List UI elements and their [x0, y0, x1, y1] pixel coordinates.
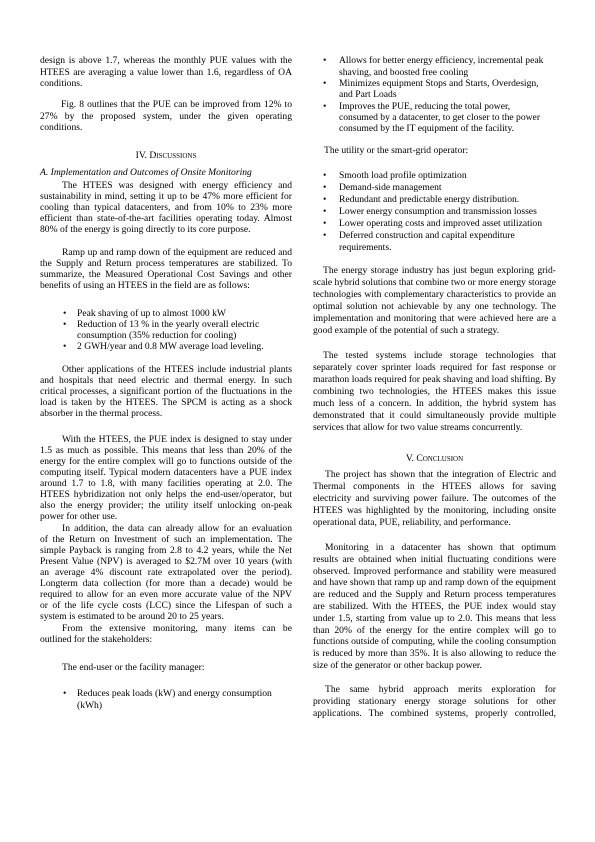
text-line: The same hybrid approach merits exploration for [325, 684, 556, 695]
bullet-icon: • [63, 340, 67, 352]
paragraph [40, 364, 292, 419]
section-heading: V. Conclusion [405, 453, 464, 464]
text-line: marathon loads required for peak shaving and load shifting. By [313, 374, 556, 385]
text-line: summarize, the Measured Operational Cost Savings and other [40, 268, 292, 280]
bullet-icon: • [323, 218, 327, 229]
text-line: is reduced by more than 35%. It is also allowing to reduce the [313, 648, 556, 660]
text-line: functions outside of computing, while the cooling consumption [313, 636, 556, 648]
text-line: benefits of using an HTEES in the field are as follows: [40, 279, 250, 291]
list-item-text: requirements. [339, 242, 392, 253]
text-line: good example of the potential of such a strategy. [313, 325, 500, 336]
text-line: HTEES was highlighted by the monitoring, including onsite [313, 505, 556, 516]
list-item-text: Peak shaving of up to almost 1000 kW [77, 307, 226, 319]
bullet-icon: • [323, 182, 327, 193]
text-line: demonstrated that it could simultaneously provide multiple [313, 410, 556, 421]
bullet-list [313, 170, 556, 254]
list-item-text: Minimizes equipment Stops and Starts, Overdesign, [339, 78, 539, 89]
bullet-icon: • [63, 318, 67, 330]
list-item-text: and Part Loads [339, 89, 397, 101]
text-line: applications. The combined systems, properly controlled, [313, 708, 556, 719]
text-line: From the extensive monitoring, many items can be [62, 622, 292, 634]
text-line: of the Return on Investment of such an implementation. The [40, 533, 292, 545]
bullet-icon: • [323, 170, 327, 181]
list-item-text: Lower energy consumption and transmission losses [339, 206, 537, 217]
text-line: separately cover sprinter loads required for fast response or [313, 362, 556, 373]
text-line: Longterm data collection (for more than a decade) would be [40, 577, 292, 589]
paragraph [40, 662, 292, 673]
text-line: electricity and surviving power failure. The outcomes of the [313, 493, 556, 504]
subsection-heading: A. Implementation and Outcomes of Onsite Monitoring [40, 167, 252, 178]
text-line: services that allow for two value streams concurrently. [313, 422, 523, 433]
list-item-text: Reduces peak loads (kW) and energy consumption [77, 688, 272, 699]
text-line: than 20% of the energy for the entire complex will go to [313, 624, 556, 636]
text-line: The project has shown that the integration of Electric and [325, 469, 556, 480]
text-line: 80% of the energy is going directly to its core purpose. [40, 223, 251, 235]
text-line: optimal solution not achievable by any one technology. The [313, 301, 556, 312]
text-line: design is above 1.7, whereas the monthly PUE values with the [40, 55, 292, 67]
section-heading: IV. Discussions [135, 150, 197, 161]
text-line: size of the generator or other backup power. [313, 660, 482, 672]
paragraph [313, 684, 556, 720]
text-line: The tested systems include storage technologies that [323, 350, 556, 361]
list-item [313, 182, 556, 194]
list-item [313, 101, 556, 135]
paragraph [40, 180, 292, 235]
text-line: or of the life cycle costs (LCC) since the Lifespan of such a [40, 599, 292, 611]
bullet-list [40, 308, 292, 352]
bullet-icon: • [323, 100, 327, 112]
list-item-text: Allows for better energy efficiency, incremental peak [339, 55, 544, 67]
text-line: The HTEES was designed with energy efficiency and [62, 179, 292, 191]
paragraph [40, 434, 292, 522]
text-line: Ramp up and ramp down of the equipment are reduced and [62, 246, 292, 258]
list-item [313, 194, 556, 206]
list-item [40, 308, 292, 319]
text-line: an average 4% discount rate extrapolated over the period). [40, 566, 292, 578]
list-item-text: consumed by the IT equipment of the facility. [339, 123, 515, 135]
paragraph [313, 469, 556, 529]
text-line: sustainability in mind, setting it up to be 47% more efficient for [40, 190, 292, 202]
text-line: scale hybrid solutions that combine two or more energy storage [313, 277, 556, 288]
text-line: outlined for the stakeholders: [40, 633, 153, 645]
paragraph [40, 523, 292, 622]
paragraph [40, 247, 292, 291]
list-item [313, 230, 556, 254]
list-item [40, 688, 292, 712]
left-column [40, 0, 292, 842]
text-line: implementation and monitoring that were achieved here are a [313, 313, 556, 324]
text-line: conditions. [40, 78, 83, 90]
text-line: around 1.7 to 1.8, with many facilities operating at 2.0. The [40, 477, 292, 489]
text-line: operational data, PUE, reliability, and performance. [313, 517, 511, 528]
text-line: absorber in the thermal process. [40, 407, 163, 419]
list-item [40, 319, 292, 341]
paragraph [313, 145, 556, 157]
bullet-list [40, 688, 292, 712]
text-line: and have shown that ramp up and ramp down of the equipment [313, 577, 556, 589]
bullet-icon: • [323, 230, 327, 241]
text-line: load is taken by the HTEES. The SPCM is acting as a shock [40, 396, 292, 408]
list-item [313, 218, 556, 230]
list-item-text: Deferred construction and capital expenditure [339, 230, 515, 241]
text-line: With the HTEES, the PUE index is designed to stay under [62, 433, 292, 445]
text-line: Present Value (NPV) is averaged to $2.7M over 10 years (with [40, 555, 292, 567]
text-line: 27% by the proposed system, under the given operating [40, 110, 292, 122]
text-line: HTEES are averaging a value lower than 1.6, regardless of OA [40, 66, 292, 78]
text-line: 1.5 as much as possible. This means that less than 20% of the [40, 444, 292, 456]
list-item-text: shaving, and boosted free cooling [339, 66, 469, 78]
text-line: technologies with complementary characteristics to provide an [313, 289, 556, 300]
text-line: conditions. [40, 122, 83, 134]
text-line: also the energy provider; the utility itself unlocking on-peak [40, 499, 292, 511]
bullet-icon: • [63, 307, 67, 319]
bullet-icon: • [323, 194, 327, 205]
text-line: The utility or the smart-grid operator: [324, 145, 469, 156]
text-line: observed. Improved performance and stability were measured [313, 565, 556, 577]
list-item-text: Smooth load profile optimization [339, 170, 467, 181]
right-column [313, 0, 556, 842]
list-item-text: consumption (35% reduction for cooling) [77, 329, 237, 341]
bullet-icon: • [323, 206, 327, 217]
text-line: The energy storage industry has just begun exploring grid- [323, 265, 556, 276]
text-line: are stabilized. With the HTEES, the PUE index would stay [313, 601, 556, 613]
list-item [40, 341, 292, 352]
text-line: power for other use. [40, 510, 118, 522]
list-item [313, 170, 556, 182]
text-line: under 1.5, starting from value up to 2.0. This means that less [313, 612, 556, 624]
text-line: efficient than state-of-the-art facilities operating today. Almost [40, 212, 292, 224]
text-line: Thermal components in the HTEES allows for saving [313, 481, 556, 492]
list-item-text: Demand-side management [339, 182, 442, 193]
paragraph [313, 542, 556, 672]
text-line: Fig. 8 outlines that the PUE can be improved from 12% to [61, 99, 292, 111]
text-line: and hospitals that need electric and thermal energy. In such [40, 374, 292, 386]
paragraph [313, 350, 556, 434]
list-item-text: Reduction of 13 % in the yearly overall electric [77, 318, 260, 330]
bullet-icon: • [63, 688, 67, 699]
text-line: HTEES hybridization not only helps the end-user/operator, but [40, 488, 292, 500]
text-line: much less of a concern. In addition, the hybrid system has [313, 398, 556, 409]
text-line: required to allow for an even more accurate value of the NPV [40, 588, 292, 600]
text-line: system is estimated to be around 20 to 25 years. [40, 610, 224, 622]
list-item [313, 78, 556, 101]
text-line: cooling than typical datacenters, and from 10% to 23% more [40, 201, 292, 213]
bullet-list [313, 55, 556, 134]
text-line: In addition, the data can already allow for an evaluation [62, 522, 292, 534]
list-item-text: Redundant and predictable energy distribution. [339, 194, 520, 205]
text-line: are reduced and the Supply and Return process temperatures [313, 589, 556, 601]
text-line: Monitoring in a datacenter has shown that optimum [325, 542, 556, 554]
list-item-text: (kWh) [77, 700, 103, 711]
list-item-text: Lower operating costs and improved asset utilization [339, 218, 543, 229]
paragraph [40, 99, 292, 134]
text-line: combining two technologies, the HTEES makes this issue [313, 386, 556, 397]
list-item [313, 206, 556, 218]
text-line: energy for the entire complex will go to functions outside of the [40, 455, 292, 467]
text-line: computing itself. Typical modern datacenters have a PUE index [40, 466, 292, 478]
text-line: Other applications of the HTEES include industrial plants [62, 363, 292, 375]
list-item [313, 55, 556, 78]
text-line: critical processes, a significant portion of the fluctuations in the [40, 385, 292, 397]
text-line: The end-user or the facility manager: [62, 661, 205, 673]
text-line: the Supply and Return process temperatures are stabilized. To [40, 257, 292, 269]
paragraph [313, 265, 556, 337]
paragraph [40, 623, 292, 645]
paragraph [40, 55, 292, 90]
text-line: simple Payback is ranging from 2.8 to 4.2 years, while the Net [40, 544, 292, 556]
bullet-icon: • [323, 55, 327, 67]
list-item-text: 2 GWH/year and 0.8 MW average load leveling. [77, 340, 264, 352]
bullet-icon: • [323, 78, 327, 89]
list-item-text: Improves the PUE, reducing the total power, [339, 100, 511, 112]
text-line: providing stationary energy storage solutions for other [313, 696, 556, 707]
list-item-text: consumed by a datacenter, to get closer to the power [339, 112, 541, 124]
text-line: results are obtained when initial fluctuating conditions were [313, 553, 556, 565]
